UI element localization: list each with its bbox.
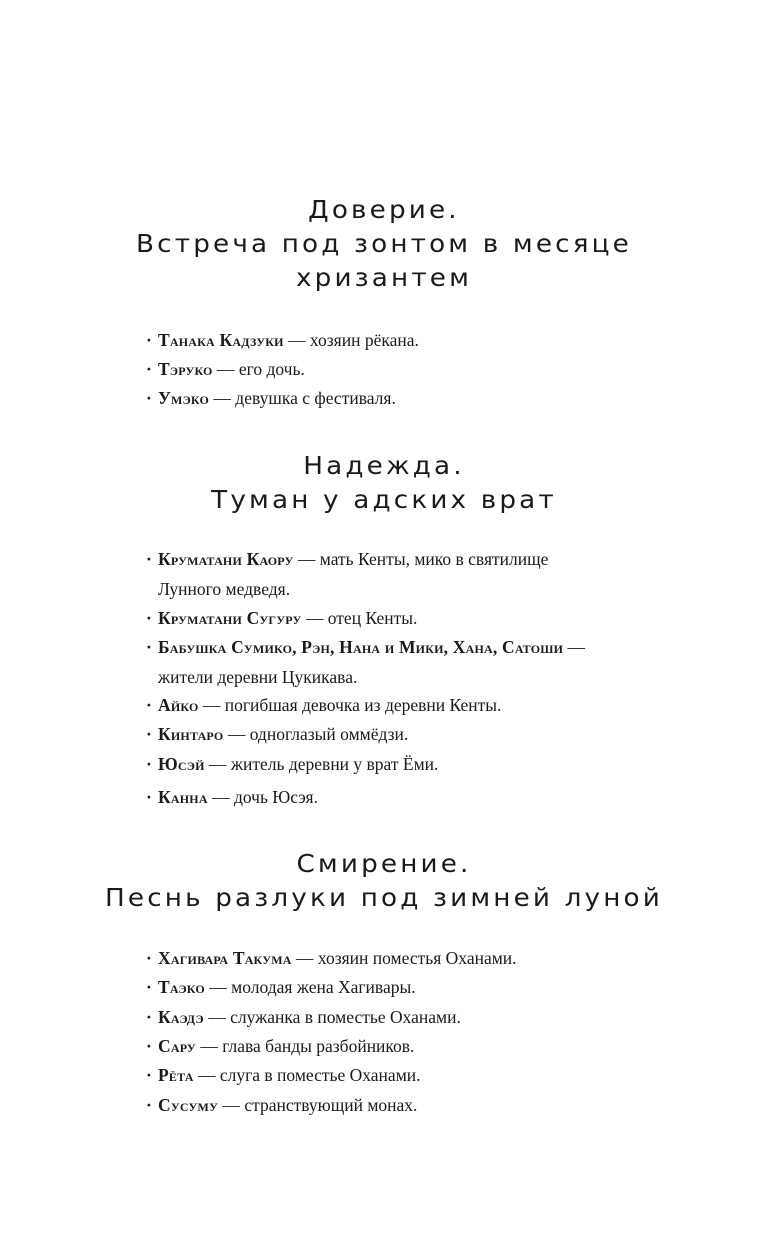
character-name: Сусуму xyxy=(158,1095,219,1115)
character-entry xyxy=(146,355,666,385)
section-1-heading xyxy=(0,193,768,295)
character-name: Тэруко xyxy=(158,359,213,379)
character-description: — глава банды разбойников. xyxy=(195,1036,415,1056)
character-name: Бабушка Сумико, Рэн, Нана и Мики, Хана, Сатоши xyxy=(158,637,564,657)
character-entry xyxy=(146,604,666,634)
character-entry xyxy=(146,545,666,604)
character-name: Канна xyxy=(158,787,208,807)
character-entry xyxy=(146,944,666,974)
character-description: — девушка с фестиваля. xyxy=(209,388,396,408)
character-description-continued: жители деревни Цукикава. xyxy=(158,666,358,687)
character-description: — дочь Юсэя. xyxy=(207,787,318,807)
character-entry xyxy=(146,783,666,813)
character-description: — хозяин рёкана. xyxy=(283,330,419,350)
bullet: · xyxy=(146,1095,152,1115)
bullet: · xyxy=(146,1007,152,1027)
character-entry xyxy=(146,720,666,750)
section-1-subtitle-line-1: Встреча под зонтом в месяце xyxy=(136,229,632,258)
bullet: · xyxy=(146,549,152,569)
bullet: · xyxy=(146,754,152,774)
bullet: · xyxy=(146,948,152,968)
section-1-subtitle-line-2: хризантем xyxy=(295,263,473,292)
bullet: · xyxy=(146,1065,152,1085)
bullet: · xyxy=(146,330,152,350)
character-entry xyxy=(146,691,666,721)
section-3-subtitle: Песнь разлуки под зимней луной xyxy=(105,883,663,912)
bullet: · xyxy=(146,359,152,379)
character-description: — слуга в поместье Оханами. xyxy=(193,1065,421,1085)
section-2-subtitle: Туман у адских врат xyxy=(211,485,557,514)
bullet: · xyxy=(146,608,152,628)
character-name: Каэдэ xyxy=(158,1007,204,1027)
character-name: Айко xyxy=(158,695,199,715)
character-description: — его дочь. xyxy=(212,359,305,379)
character-name: Таэко xyxy=(158,977,205,997)
character-name: Хагивара Такума xyxy=(158,948,292,968)
character-entry xyxy=(146,973,666,1003)
character-description: — одноглазый оммёдзи. xyxy=(223,724,409,744)
character-description: — странствующий монах. xyxy=(218,1095,418,1115)
character-name: Танака Кадзуки xyxy=(158,330,284,350)
character-description: — хозяин поместья Оханами. xyxy=(291,948,517,968)
character-description-continued: Лунного медведя. xyxy=(158,578,291,599)
section-3-heading xyxy=(0,847,768,915)
bullet: · xyxy=(146,977,152,997)
character-name: Круматани Сугуру xyxy=(158,608,302,628)
character-name: Юсэй xyxy=(158,754,205,774)
character-entry xyxy=(146,1061,666,1091)
character-name: Рёта xyxy=(158,1065,194,1085)
character-description: — xyxy=(563,637,586,657)
section-1-title: Доверие. xyxy=(308,195,460,224)
character-description: — отец Кенты. xyxy=(301,608,418,628)
character-name: Умэко xyxy=(158,388,210,408)
character-entry xyxy=(146,633,666,692)
bullet: · xyxy=(146,388,152,408)
character-entry xyxy=(146,1003,666,1033)
character-description: — погибшая девочка из деревни Кенты. xyxy=(198,695,502,715)
section-2-title: Надежда. xyxy=(303,451,465,480)
character-name: Кинтаро xyxy=(158,724,224,744)
character-entry xyxy=(146,750,666,780)
character-name: Круматани Каору xyxy=(158,549,294,569)
bullet: · xyxy=(146,695,152,715)
character-entry xyxy=(146,384,666,414)
character-entry xyxy=(146,326,666,356)
bullet: · xyxy=(146,637,152,657)
bullet: · xyxy=(146,1036,152,1056)
character-entry xyxy=(146,1091,666,1121)
character-description: — служанка в поместье Оханами. xyxy=(203,1007,461,1027)
character-description: — молодая жена Хагивары. xyxy=(204,977,416,997)
section-3-title: Смирение. xyxy=(296,849,472,878)
bullet: · xyxy=(146,787,152,807)
character-description: — мать Кенты, мико в святилище xyxy=(293,549,549,569)
character-name: Сару xyxy=(158,1036,196,1056)
character-description: — житель деревни у врат Ёми. xyxy=(204,754,439,774)
bullet: · xyxy=(146,724,152,744)
section-2-heading xyxy=(0,449,768,517)
character-entry xyxy=(146,1032,666,1062)
